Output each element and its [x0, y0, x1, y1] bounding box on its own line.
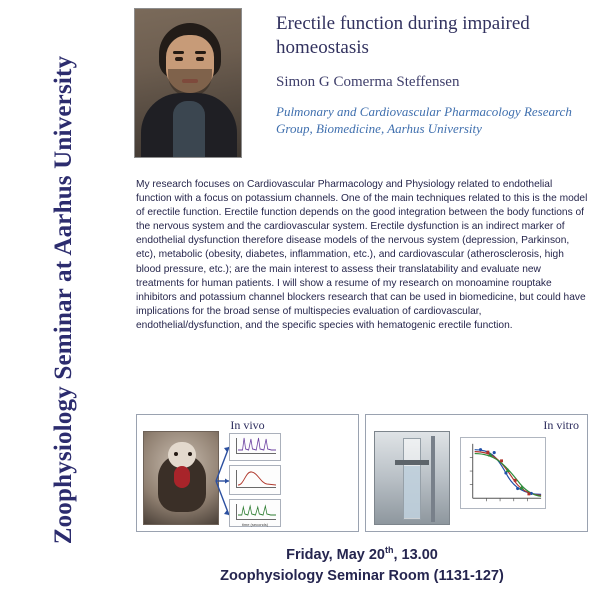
organ-bath-rod [431, 436, 435, 522]
organ-bath-clamp [395, 460, 429, 465]
rat-marker [174, 466, 190, 488]
portrait-shirt [173, 101, 205, 158]
event-details [136, 540, 588, 587]
trace-2-y-axis [236, 470, 237, 488]
page-title: Erectile function during impaired homeostasis [276, 13, 530, 58]
trace-1-y-axis [236, 438, 237, 454]
trace-3-caption: time (seconds) [241, 522, 269, 527]
trace-2-x-axis [236, 487, 276, 488]
trace-1-x-axis [236, 453, 276, 454]
portrait-eye-right [196, 57, 204, 61]
speaker-name: Simon G Comerma Steffensen [276, 74, 460, 90]
figure-in-vitro-label: In vitro [543, 418, 579, 432]
trace-3-signal [238, 501, 276, 519]
portrait-brow-left [173, 51, 184, 54]
figure-row [136, 414, 588, 532]
trace-3-x-axis [236, 519, 276, 520]
figure-in-vivo-label: In vivo [230, 418, 265, 432]
poster-header [134, 8, 594, 176]
portrait-mouth [182, 79, 198, 83]
dose-response-plot [460, 437, 546, 509]
trace-1-signal [238, 435, 276, 453]
event-date-ordinal: th [385, 545, 394, 555]
portrait-brow-right [195, 51, 206, 54]
speaker-portrait [134, 8, 242, 158]
figure-in-vivo [136, 414, 359, 532]
poster-main [128, 0, 600, 600]
rat-eye-right [188, 452, 192, 456]
event-date-prefix: Friday, May 20 [286, 546, 385, 563]
rat-head [168, 442, 196, 468]
event-location: Zoophysiology Seminar Room (1131-127) [220, 567, 504, 584]
organ-bath-photo [374, 431, 450, 525]
organ-bath-liquid [404, 466, 420, 518]
event-time: , 13.00 [393, 546, 438, 563]
rat-eye-left [174, 452, 178, 456]
banner-title: Zoophysiology Seminar at Aarhus University [50, 55, 77, 545]
trace-2-signal [238, 469, 276, 487]
abstract-section [136, 178, 588, 333]
event-datetime [136, 540, 588, 566]
rat-photo [143, 431, 219, 525]
speaker-affiliation: Pulmonary and Cardiovascular Pharmacology Research Group, Biomedicine, Aarhus University [276, 104, 572, 136]
figure-in-vitro [365, 414, 588, 532]
portrait-eye-left [175, 57, 183, 61]
abstract-text: My research focuses on Cardiovascular Pharmacology and Physiology related to endothelial function with a focus on potassium channels. One of the main techniques related to this is the model of erectile function. Erectile function depends on the good integration between the body functions of the nervous system and the cardiovascular system. Erectile dysfunction is an indirect marker of endothelial dysfunction therefore disease models of the nervous system (depression, Parkinson, etc), metabolic (obesity, diabetes, inflammation, etc.), and cardiovascular (atherosclerosis, high blood pressure, etc.); are the main interest to assess their translatability and evaluate new treatments for human patients. I will show a resume of my research on monoamine rouptake inhibitors and potassium channel blockers research that can be used in biomedicine, but could have implications for the broad sense of multispecies evaluation of cardiovascular, endothelial/dysfunction, and the specific species with hematogenic erectile function. [136, 179, 588, 331]
title-block [276, 12, 594, 137]
trace-plot-2 [229, 465, 281, 495]
vertical-banner [0, 0, 128, 600]
trace-plot-1 [229, 433, 281, 461]
trace-3-y-axis [236, 504, 237, 520]
trace-plot-3 [229, 499, 281, 527]
